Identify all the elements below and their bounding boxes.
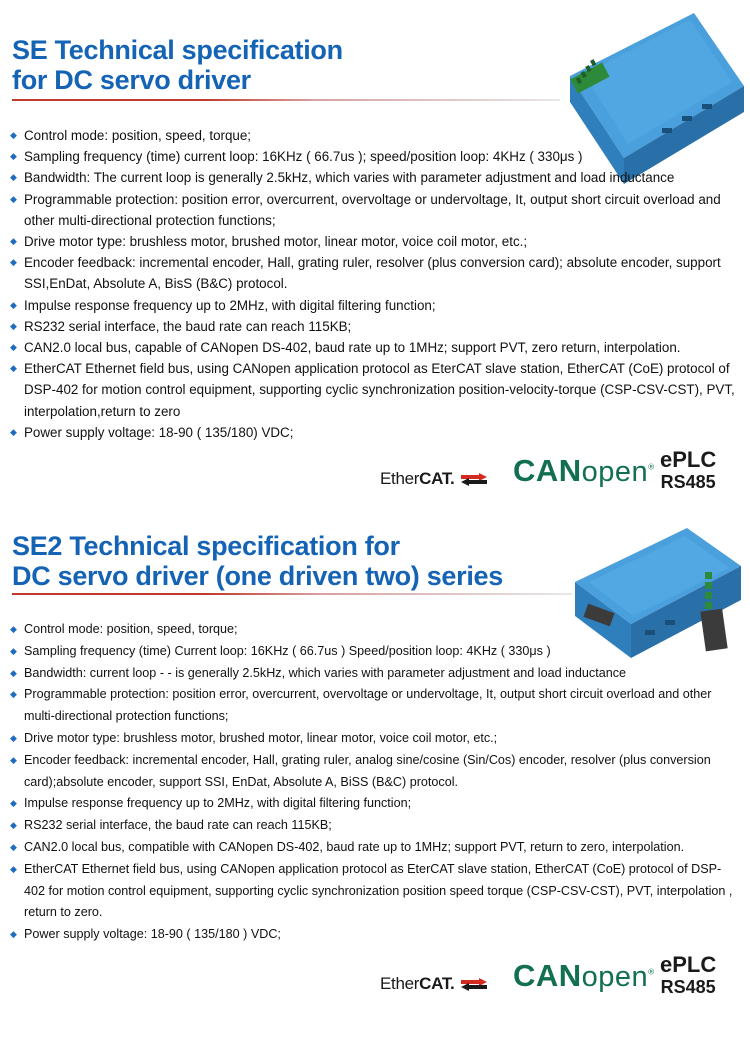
ethercat-arrow-icon [461,473,487,487]
list-item: ◆ CAN2.0 local bus, capable of CANopen DS-402, baud rate up to 1MHz; support PVT, zero return, interpolation. [10,337,740,358]
se-title-line2: for DC servo driver [12,65,251,95]
canopen-logo: CANopen® [513,958,655,993]
diamond-bullet-icon: ◆ [10,820,17,831]
list-item: ◆ Control mode: position, speed, torque; [10,125,740,146]
list-item: ◆ Drive motor type: brushless motor, brushed motor, linear motor, voice coil motor, etc.; [10,231,740,252]
diamond-bullet-icon: ◆ [10,754,17,765]
list-item: ◆ Sampling frequency (time) current loop: 16KHz ( 66.7us ); speed/position loop: 4KHz ( 330μs ) [10,146,740,167]
diamond-bullet-icon: ◆ [10,342,17,353]
ethercat-arrow-icon [461,978,487,992]
diamond-bullet-icon: ◆ [10,929,17,940]
se-title [12,35,343,95]
se2-title-rule [12,593,572,595]
list-item: ◆ RS232 serial interface, the baud rate can reach 115KB; [10,815,740,837]
se2-title-line1: SE2 Technical specification for [12,531,400,561]
canopen-logo: CANopen® [513,453,655,488]
eplc-rs485-logo: ePLC RS485 [660,952,717,997]
diamond-bullet-icon: ◆ [10,426,17,437]
eplc-rs485-logo: ePLC RS485 [660,447,717,492]
se2-spec-section [0,515,750,1043]
se2-title-line2: DC servo driver (one driven two) series [12,561,503,591]
diamond-bullet-icon: ◆ [10,257,17,268]
diamond-bullet-icon: ◆ [10,236,17,247]
ethercat-logo: EtherCAT. [380,974,487,994]
list-item: ◆ EtherCAT Ethernet field bus, using CANopen application protocol as EterCAT slave station, EtherCAT (CoE) protocol of DSP-402 for motion control equipment, supporting cyclic synchronization position-velocity-torque (CSP-CSV-CST), PVT, interpolation,return to zero [10,358,740,422]
diamond-bullet-icon: ◆ [10,624,17,634]
diamond-bullet-icon: ◆ [10,841,17,852]
diamond-bullet-icon: ◆ [10,193,17,204]
se2-spec-list [10,619,740,946]
list-item: ◆ Bandwidth: The current loop is generally 2.5kHz, which varies with parameter adjustment and load inductance [10,167,740,188]
list-item: ◆ Power supply voltage: 18-90 ( 135/180 ) VDC; [10,924,740,946]
list-item: ◆ Programmable protection: position error, overcurrent, overvoltage or undervoltage, It, output short circuit overload and other multi-directional protection functions; [10,189,740,231]
diamond-bullet-icon: ◆ [10,667,17,678]
list-item: ◆ Impulse response frequency up to 2MHz, with digital filtering function; [10,793,740,815]
diamond-bullet-icon: ◆ [10,645,17,656]
se-title-rule [12,99,560,101]
diamond-bullet-icon: ◆ [10,320,17,331]
list-item: ◆ Control mode: position, speed, torque; [10,619,740,641]
list-item: ◆ EtherCAT Ethernet field bus, using CANopen application protocol as EterCAT slave station, EtherCAT (CoE) protocol of DSP-402 for motion control equipment, supporting cyclic synchronization position speed torque (CSP-CSV-CST), PVT, interpolation , return to zero. [10,859,740,924]
se2-protocol-logos [380,952,740,1012]
se-title-line1: SE Technical specification [12,35,343,65]
diamond-bullet-icon: ◆ [10,151,17,162]
list-item: ◆ CAN2.0 local bus, compatible with CANopen DS-402, baud rate up to 1MHz; support PVT, return to zero, interpolation. [10,837,740,859]
list-item: ◆ Encoder feedback: incremental encoder, Hall, grating ruler, resolver (plus conversion card); absolute encoder, support SSI,EnDat, Absolute A, BisS (B&C) protocol. [10,252,740,294]
diamond-bullet-icon: ◆ [10,363,17,374]
se-protocol-logos [380,447,740,507]
diamond-bullet-icon: ◆ [10,863,17,874]
diamond-bullet-icon: ◆ [10,299,17,310]
list-item: ◆ Drive motor type: brushless motor, brushed motor, linear motor, voice coil motor, etc.; [10,728,740,750]
se-spec-list [10,125,740,443]
ethercat-logo: EtherCAT. [380,469,487,489]
se-spec-section [0,0,750,500]
diamond-bullet-icon: ◆ [10,130,17,140]
list-item: ◆ Power supply voltage: 18-90 ( 135/180) VDC; [10,422,740,443]
list-item: ◆ Bandwidth: current loop - - is generally 2.5kHz, which varies with parameter adjustment and load inductance [10,663,740,685]
list-item: ◆ Encoder feedback: incremental encoder, Hall, grating ruler, analog sine/cosine (Sin/Cos) encoder, resolver (plus conversion card);absolute encoder, support SSI, EnDat, Absolute A, BiSS (B&C) protocol. [10,750,740,794]
list-item: ◆ Programmable protection: position error, overcurrent, overvoltage or undervoltage, It, output short circuit overload and other multi-directional protection functions; [10,684,740,728]
list-item: ◆ RS232 serial interface, the baud rate can reach 115KB; [10,316,740,337]
diamond-bullet-icon: ◆ [10,689,17,700]
diamond-bullet-icon: ◆ [10,732,17,743]
list-item: ◆ Impulse response frequency up to 2MHz, with digital filtering function; [10,295,740,316]
diamond-bullet-icon: ◆ [10,798,17,809]
diamond-bullet-icon: ◆ [10,172,17,183]
se2-title [12,531,503,591]
list-item: ◆ Sampling frequency (time) Current loop: 16KHz ( 66.7us ) Speed/position loop: 4KHz ( 330μs ) [10,641,740,663]
